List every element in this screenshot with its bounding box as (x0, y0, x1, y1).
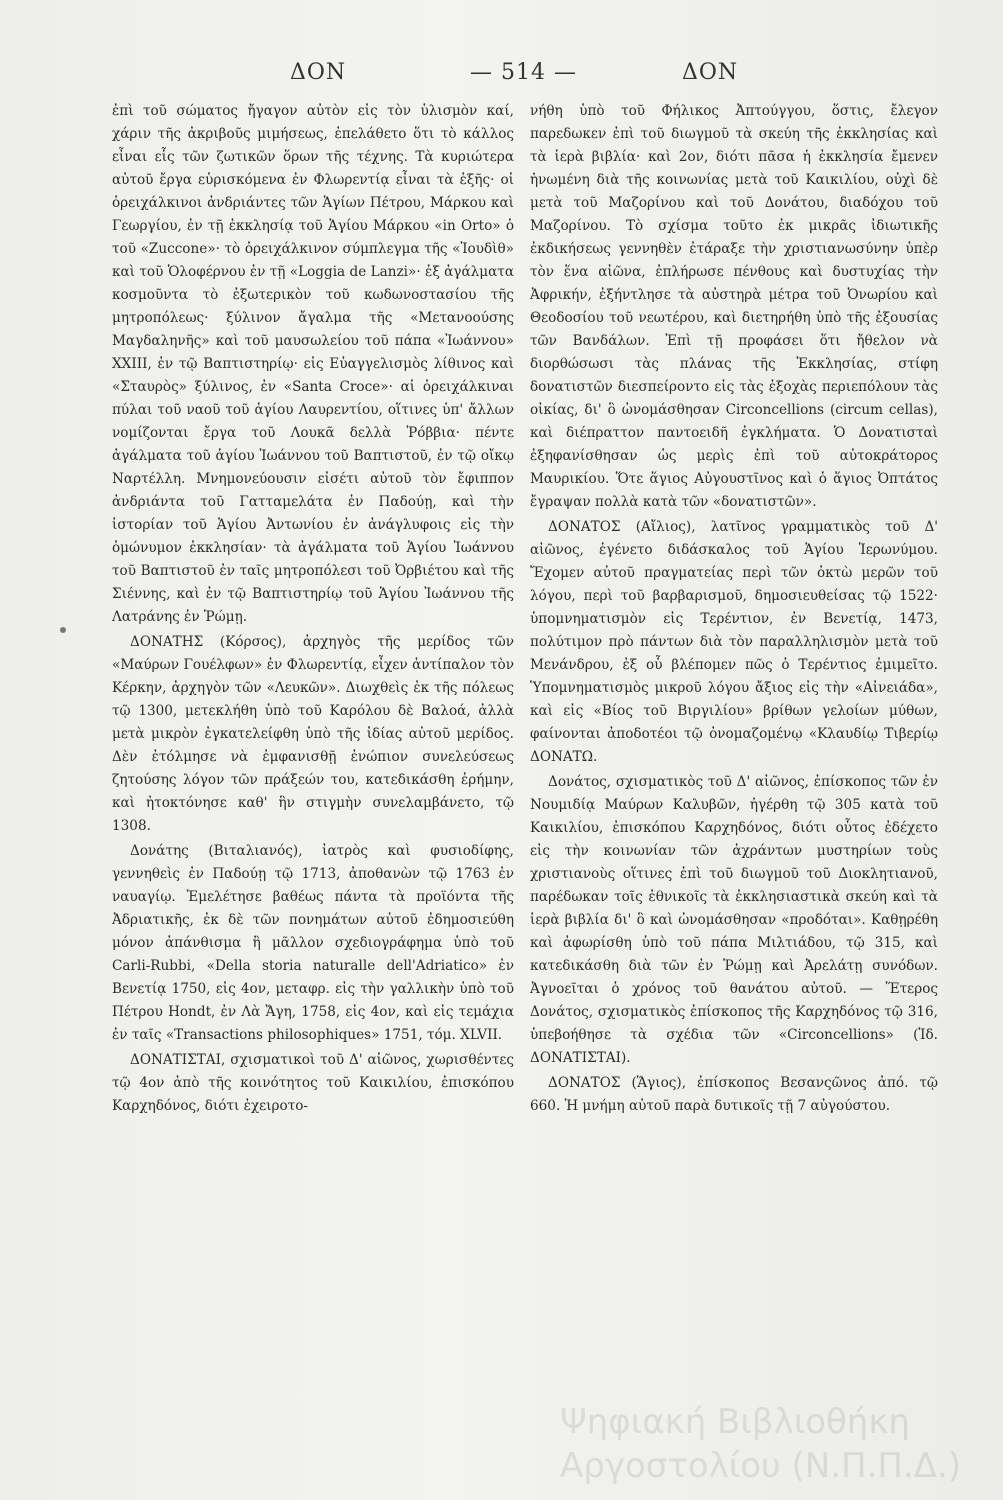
page-number: — 514 — (470, 60, 577, 85)
watermark-line: Ψηφιακή Βιβλιοθήκη (560, 1402, 910, 1442)
header-right-word: ΔΟΝ (682, 60, 739, 85)
right-column (530, 100, 938, 1480)
paragraph: νήθη ὑπὸ τοῦ Φήλικος Ἀπτούγγου, ὅστις, ἔλεγον παρεδωκεν ἐπὶ τοῦ διωγμοῦ τὰ σκεύη τῆς ἐκκλησίας καὶ τὰ ἱερὰ βιβλία· καὶ 2ον, διότι πᾶσα ἡ ἐκκλησία ἔμενεν ἡνωμένη διὰ τῆς κοινωνίας μετὰ τοῦ Καικιλίου, οὐχὶ δὲ μετὰ τοῦ Μαζορίνου καὶ τοῦ Δονάτου, διαδόχου τοῦ Μαζορίνου. Τὸ σχίσμα τοῦτο ἐκ μικρᾶς ἰδιωτικῆς ἐκδικήσεως γεννηθὲν ἐτάραξε τὴν χριστιανωσύνην ὑπὲρ τὸν ἕνα αἰῶνα, ἐπλήρωσε πένθους καὶ δυστυχίας τὴν Ἀφρικήν, ἐξήντλησε τὰ αὐστηρὰ μέτρα τοῦ Ὀνωρίου καὶ Θεοδοσίου τοῦ νεωτέρου, καὶ διετηρήθη ὑπὸ τῆς ἐξουσίας τῶν Βανδάλων. Ἐπὶ τῇ προφάσει ὅτι ἤθελον νὰ διορθώσωσι τὰς πλάνας τῆς Ἐκκλησίας, στίφη δονατιστῶν διεσπείροντο εἰς τὰς ἐξοχὰς περιεπόλουν τὰς οἰκίας, δι' ὃ ὠνομάσθησαν Circoncellions (circum cellas), καὶ διέπραττον παντοειδῆ ἐγκλήματα. Ὁ Δονατισταὶ ἐξηφανίσθησαν ὡς μερὶς ἐπὶ τοῦ αὐτοκράτορος Μαυρικίου. Ὅτε ἅγιος Αὐγουστῖνος καὶ ὁ ἅγιος Ὀπτάτος ἔγραψαν πολλὰ κατὰ τῶν «δονατιστῶν». (530, 103, 938, 510)
running-header (0, 60, 1003, 100)
left-column (112, 100, 514, 1480)
paragraph: ΔΟΝΑΤΗΣ (Κόρσος), ἀρχηγὸς τῆς μερίδος τῶν «Μαύρων Γουέλφων» ἐν Φλωρεντίᾳ, εἶχεν ἀντίπαλον τὸν Κέρκην, ἀρχηγὸν τῶν «Λευκῶν». Διωχθεὶς ἐκ τῆς πόλεως τῷ 1300, μετεκλήθη ὑπὸ τοῦ Καρόλου δὲ Βαλοά, ἀλλὰ μετὰ μικρὸν ἐγκατελείφθη ὑπὸ τῆς ἰδίας αὐτοῦ μερίδος. Δὲν ἐτόλμησε νὰ ἐμφανισθῇ ἐνώπιον συνελεύσεως ζητούσης λόγον τῶν πράξεών του, κατεδικάσθη ἐρήμην, καὶ ἠτοκτόνησε καθ' ἣν στιγμὴν συνελαμβάνετο, τῷ 1308. (112, 634, 514, 834)
paragraph: Δονάτης (Βιταλιανός), ἰατρὸς καὶ φυσιοδίφης, γεννηθεὶς ἐν Παδούῃ τῷ 1713, ἀποθανὼν τῷ 1763 ἐν ναυαγίῳ. Ἐμελέτησε βαθέως πάντα τὰ προϊόντα τῆς Ἀδριατικῆς, ἐκ δὲ τῶν πονημάτων αὐτοῦ ἐδημοσιεύθη μόνον ἀπάνθισμα ἢ μᾶλλον σχεδιογράφημα ὑπὸ τοῦ Carli-Rubbi, «Della storia naturalle dell'Adriatico» ἐν Βενετίᾳ 1750, εἰς 4ον, μεταφρ. εἰς τὴν γαλλικὴν ὑπὸ τοῦ Πέτρου Hondt, ἐν Λὰ Ἄγη, 1758, εἰς 4ον, καὶ εἰς τεμάχια ἐν ταῖς «Transactions philosophiques» 1751, τόμ. XLVII. (112, 843, 514, 1043)
margin-mark (60, 627, 66, 633)
paragraph: ΔΟΝΑΤΙΣΤΑΙ, σχισματικοὶ τοῦ Δ' αἰῶνος, χωρισθέντες τῷ 4ον ἀπὸ τῆς κοινότητος τοῦ Καικιλίου, ἐπισκόπου Καρχηδόνος, διότι ἐχειροτο- (112, 1052, 514, 1114)
paragraph: ΔΟΝΑΤΟΣ (Αἴλιος), λατῖνος γραμματικὸς τοῦ Δ' αἰῶνος, ἐγένετο διδάσκαλος τοῦ Ἁγίου Ἱερωνύμου. Ἔχομεν αὐτοῦ πραγματείας περὶ τῶν ὀκτὼ μερῶν τοῦ λόγου, περὶ τοῦ βαρβαρισμοῦ, δημοσιευθείσας τῷ 1522· ὑπομνηματισμὸν εἰς Τερέντιον, ἐν Βενετίᾳ, 1473, πολύτιμον πρὸ πάντων διὰ τὸν παραλληλισμὸν μετὰ τοῦ Μενάνδρου, ἐξ οὗ βλέπομεν πῶς ὁ Τερέντιος ἐμιμεῖτο. Ὑπομνηματισμὸς μικροῦ λόγου ἄξιος εἰς τὴν «Αἰνειάδα», καὶ εἰς «Βίος τοῦ Βιργιλίου» βρίθων γελοίων μύθων, φαίνονται ἀποδοτέοι τῷ ὀνομαζομένῳ «Κλαυδίῳ Τιβερίῳ ΔΟΝΑΤΩ. (530, 519, 938, 765)
paragraph: ἐπὶ τοῦ σώματος ἤγαγον αὐτὸν εἰς τὸν ὑλισμὸν καί, χάριν τῆς ἀκριβοῦς μιμήσεως, ἐπελάθετο ὅτι τὸ κάλλος εἶναι εἷς τῶν ζωτικῶν ὅρων τῆς τέχνης. Τὰ κυριώτερα αὐτοῦ ἔργα εὑρισκόμενα ἐν Φλωρεντίᾳ εἶναι τὰ ἑξῆς· οἱ ὀρειχάλκινοι ἀνδριάντες τῶν Ἁγίων Πέτρου, Μάρκου καὶ Γεωργίου, ἐν τῇ ἐκκλησίᾳ τοῦ Ἁγίου Μάρκου «in Orto» ὁ τοῦ «Zuccone»· τὸ ὀρειχάλκινον σύμπλεγμα τῆς «Ἰουδὶθ» καὶ τοῦ Ὁλοφέρνου ἐν τῇ «Loggia de Lanzi»· ἐξ ἀγάλματα κοσμοῦντα τὸ ἐξωτερικὸν τοῦ κωδωνοστασίου τῆς μητροπόλεως· ξύλινον ἄγαλμα τῆς «Μετανοούσης Μαγδαληνῆς» καὶ τοῦ μαυσωλείου τοῦ πάπα «Ἰωάννου» XXIII, ἐν τῷ Βαπτιστηρίῳ· εἰς Εὐαγγελισμὸς λίθινος καὶ «Σταυρὸς» ξύλινος, ἐν «Santa Croce»· αἱ ὀρειχάλκιναι πύλαι τοῦ ναοῦ τοῦ ἁγίου Λαυρεντίου, οἵτινες ὑπ' ἄλλων νομίζονται ἔργα τοῦ Λουκᾶ δελλὰ Ῥόββια· πέντε ἀγάλματα τοῦ ἁγίου Ἰωάννου τοῦ Βαπτιστοῦ, ἐν τῷ οἴκῳ Ναρτέλλη. Μνημονεύουσιν εἰσέτι αὐτοῦ τὸν ἔφιππον ἀνδριάντα τοῦ Γατταμελάτα ἐν Παδούῃ, καὶ τὴν ἱστορίαν τοῦ Ἁγίου Ἀντωνίου ἐν ἀνάγλυφοις εἰς τὴν ὁμώνυμον ἐκκλησίαν· τὰ ἀγάλματα τοῦ Ἁγίου Ἰωάννου τοῦ Βαπτιστοῦ ἐν ταῖς μητροπόλεσι τοῦ Ὀρβιέτου καὶ τῆς Σιέννης, καὶ ἐν τῷ Βαπτιστηρίῳ τοῦ Ἁγίου Ἰωάννου τῆς Λατράνης ἐν Ῥώμῃ. (112, 103, 514, 625)
paragraph: Δονάτος, σχισματικὸς τοῦ Δ' αἰῶνος, ἐπίσκοπος τῶν ἐν Νουμιδίᾳ Μαύρων Καλυβῶν, ἠγέρθη τῷ 305 κατὰ τοῦ Καικιλίου, ἐπισκόπου Καρχηδόνος, διότι οὗτος ἐδέχετο εἰς τὴν κοινωνίαν τῶν ἀχράντων μυστηρίων τοὺς χριστιανοὺς οἵτινες ἐπὶ τοῦ διωγμοῦ τοῦ Διοκλητιανοῦ, παρέδωκαν τοῖς ἐθνικοῖς τὰ ἐκκλησιαστικὰ σκεύη καὶ τὰ ἱερὰ βιβλία δι' ὃ καὶ ὠνομάσθησαν «προδόται». Καθῃρέθη καὶ ἀφωρίσθη ὑπὸ τοῦ πάπα Μιλτιάδου, τῷ 315, καὶ κατεδικάσθη διὰ τῶν ἐν Ῥώμῃ καὶ Ἀρελάτῃ συνόδων. Ἀγνοεῖται ὁ χρόνος τοῦ θανάτου αὐτοῦ. — Ἕτερος Δονάτος, σχισματικὸς ἐπίσκοπος τῆς Καρχηδόνος τῷ 316, ὑπεβοήθησε τὰ σχέδια τῶν «Circoncellions» (Ἰδ. ΔΟΝΑΤΙΣΤΑΙ). (530, 774, 938, 1066)
watermark-line: Αργοστολίου (Ν.Π.Π.Δ.) (560, 1446, 962, 1486)
paragraph: ΔΟΝΑΤΟΣ (Ἅγιος), ἐπίσκοπος Βεσανςῶνος ἀπό. τῷ 660. Ἡ μνήμη αὐτοῦ παρὰ δυτικοῖς τῇ 7 αὐγούστου. (530, 1075, 938, 1114)
header-left-word: ΔΟΝ (290, 60, 347, 85)
